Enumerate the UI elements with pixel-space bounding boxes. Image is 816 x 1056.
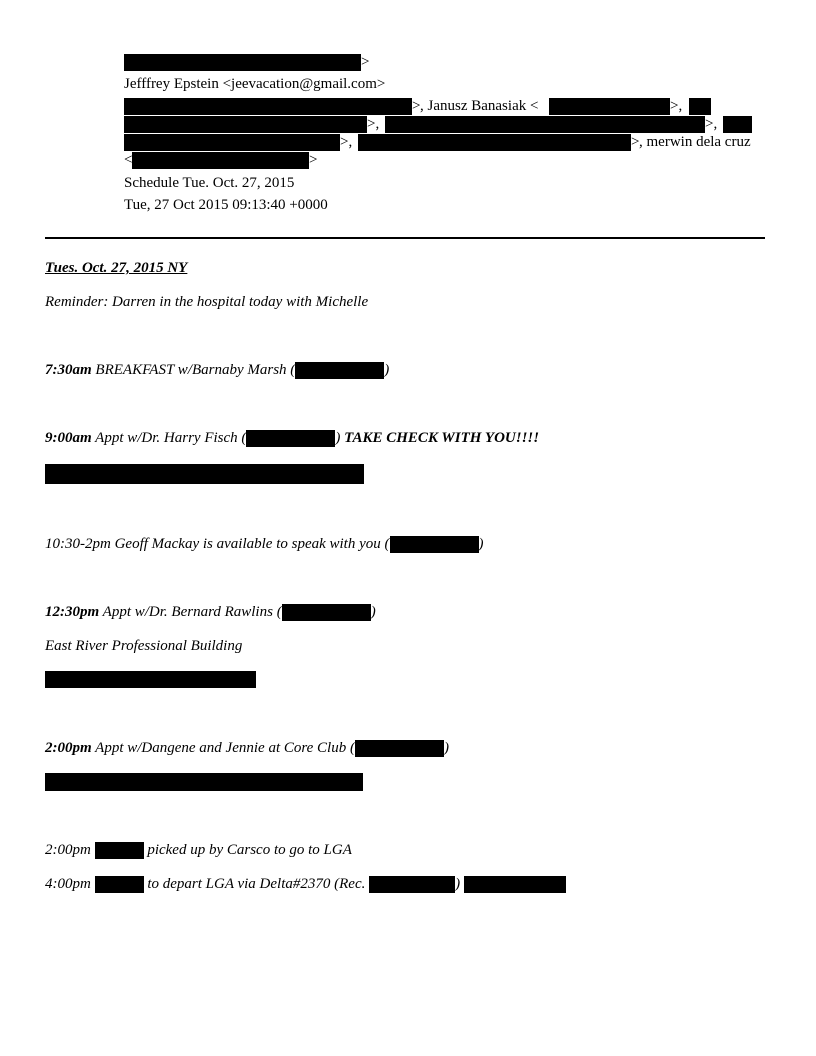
redaction-rawlins-phone [282, 604, 371, 621]
schedule-heading [45, 258, 187, 278]
event-breakfast [45, 360, 389, 380]
redaction-mackay-phone [390, 536, 479, 553]
event-pickup [45, 840, 352, 860]
cc-close-2: >, [670, 98, 683, 114]
event-rawlins-close: ) [370, 604, 376, 620]
redaction-depart-record [369, 876, 455, 893]
redaction-cc-4 [124, 116, 367, 133]
event-pickup-text: picked up by Carsco to go to LGA [143, 842, 352, 858]
redaction-breakfast-phone [295, 362, 384, 379]
redaction-fisch-line [45, 464, 364, 484]
event-rawlins-text: Appt w/Dr. Bernard Rawlins ( [99, 604, 282, 620]
event-rawlins-location: East River Professional Building [45, 638, 243, 654]
event-fisch-text: Appt w/Dr. Harry Fisch ( [91, 430, 247, 446]
redaction-rawlins-address [45, 671, 256, 688]
event-breakfast-close: ) [384, 362, 390, 378]
event-pickup-time: 2:00pm [45, 842, 91, 858]
cc-close-8: > [631, 134, 640, 150]
event-mackay-close: ) [478, 536, 484, 552]
reminder-line: Reminder: Darren in the hospital today with Michelle [45, 294, 369, 310]
to-value: Jefffrey Epstein <jeevacation@gmail.com> [124, 76, 386, 92]
cc-open-9: < [124, 152, 133, 168]
event-fisch-time: 9:00am [45, 430, 92, 446]
redaction-core-club-phone [355, 740, 444, 757]
event-fisch-note: TAKE CHECK WITH YOU!!!! [340, 430, 540, 446]
redaction-cc-5 [385, 116, 705, 133]
redaction-from [124, 54, 361, 71]
redaction-fisch-phone [246, 430, 335, 447]
heading-text: Tues. Oct. 27, 2015 NY [45, 260, 188, 276]
event-core-club-time: 2:00pm [45, 740, 92, 756]
redaction-core-club-line [45, 773, 363, 791]
event-breakfast-text: BREAKFAST w/Barnaby Marsh ( [91, 362, 296, 378]
redaction-cc-9 [132, 152, 309, 169]
header-divider [45, 237, 765, 239]
event-depart-text: to depart LGA via Delta#2370 (Rec. [143, 876, 370, 892]
event-breakfast-time: 7:30am [45, 362, 92, 378]
cc-close-4: >, [367, 116, 380, 132]
cc-janusz: , Janusz Banasiak < [420, 98, 539, 114]
date-value: Tue, 27 Oct 2015 09:13:40 +0000 [124, 197, 328, 213]
event-rawlins-time: 12:30pm [45, 604, 100, 620]
cc-close-5: >, [705, 116, 718, 132]
event-fisch-close: ) [335, 430, 341, 446]
redaction-cc-6 [723, 116, 752, 133]
cc-close-9: > [309, 152, 318, 168]
event-depart-close: ) [455, 876, 461, 892]
event-core-club-text: Appt w/Dangene and Jennie at Core Club ( [91, 740, 355, 756]
redaction-cc-7 [124, 134, 340, 151]
redaction-depart-name [95, 876, 144, 893]
event-depart-time: 4:00pm [45, 876, 91, 892]
redaction-cc-2 [549, 98, 670, 115]
redaction-depart-extra [464, 876, 566, 893]
cc-merwin: , merwin dela cruz [639, 134, 751, 150]
event-fisch [45, 428, 539, 448]
redaction-pickup-name [95, 842, 144, 859]
redaction-cc-1 [124, 98, 412, 115]
from-close-bracket: > [361, 54, 370, 70]
cc-close-7: >, [340, 134, 353, 150]
event-depart [45, 874, 566, 894]
cc-close-1: > [412, 98, 421, 114]
redaction-cc-8 [358, 134, 631, 151]
subject-value: Schedule Tue. Oct. 27, 2015 [124, 175, 295, 191]
event-core-club-close: ) [443, 740, 449, 756]
event-rawlins [45, 602, 376, 622]
event-mackay [45, 534, 484, 554]
redaction-cc-3 [689, 98, 711, 115]
event-mackay-text: 10:30-2pm Geoff Mackay is available to speak with you ( [45, 536, 390, 552]
event-core-club [45, 738, 449, 758]
